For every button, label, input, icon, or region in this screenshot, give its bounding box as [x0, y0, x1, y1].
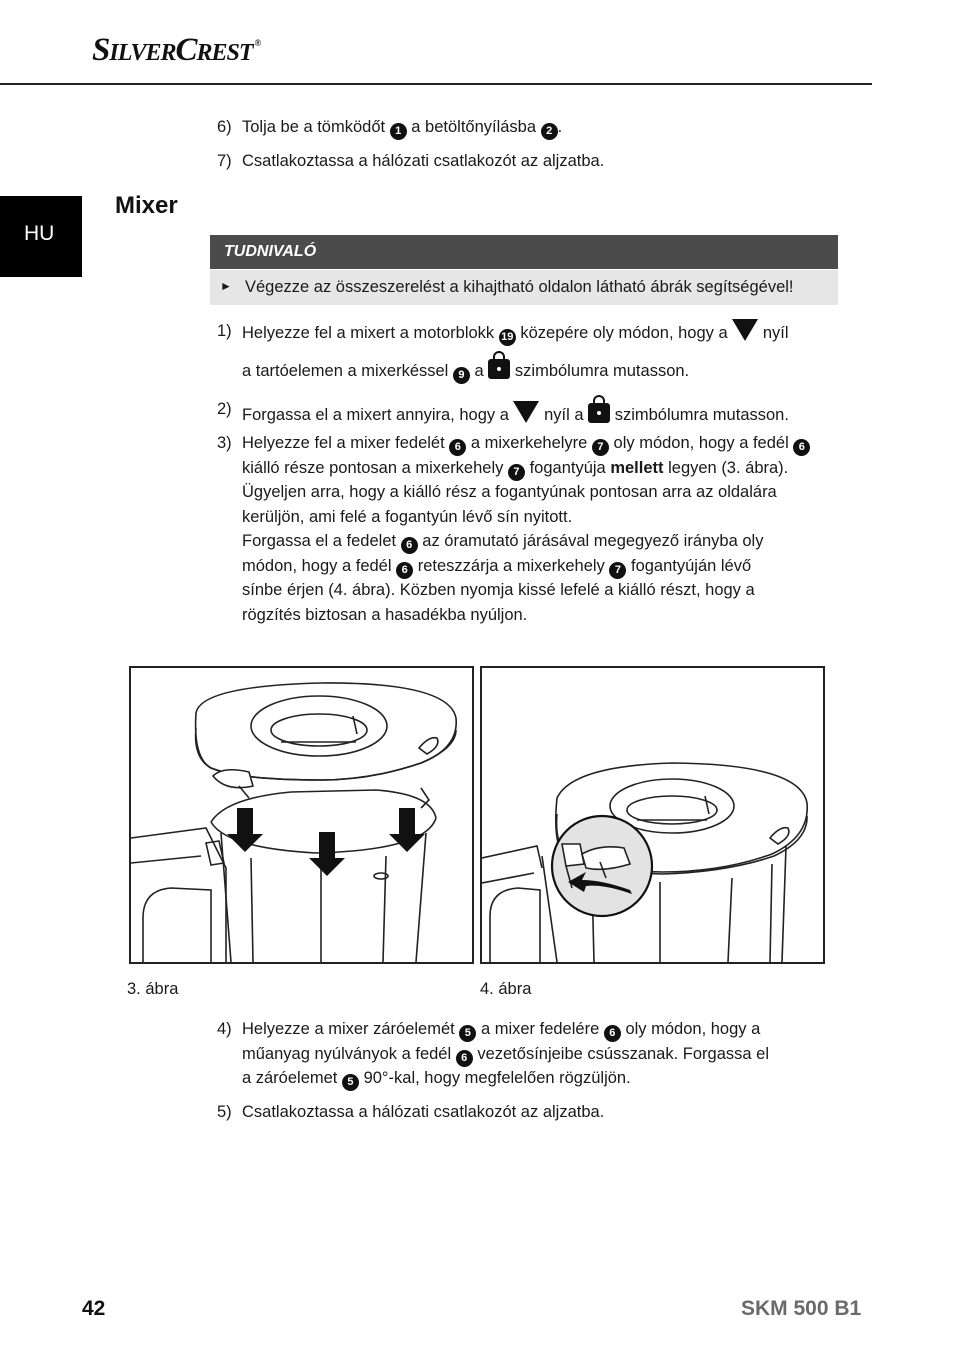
part-badge: 6: [793, 439, 810, 456]
part-badge: 6: [456, 1050, 473, 1067]
part-badge: 6: [449, 439, 466, 456]
figure-4-caption: 4. ábra: [480, 980, 532, 998]
part-badge: 1: [390, 123, 407, 140]
part-badge: 7: [609, 562, 626, 579]
part-badge: 5: [459, 1025, 476, 1042]
part-badge: 7: [592, 439, 609, 456]
step-3: 3) Helyezze fel a mixer fedelét 6 a mixerkehelyre 7 oly módon, hogy a fedél 6 kiálló része pontosan a mixerkehely 7 fogantyúja mellett legyen (3. ábra). Ügyeljen arra, hogy a kiálló rész a fogantyúnak pontosan arra az oldalára kerüljön, ami felé a fogantyún lévő sín nyitott. Forgassa el a fedelet 6 az óramutató járásával megegyező irányba oly módon, hogy a fedél 6 reteszzárja a mixerkehely 7 fogantyúján lévő sínbe érjen (4. ábra). Közben nyomja kissé lefelé a kiálló részt, hogy a rögzítés biztosan a hasadékba nyúljon.: [217, 431, 847, 631]
note-body: ► Végezze az összeszerelést a kihajtható oldalon látható ábrák segítségével!: [210, 270, 838, 305]
part-badge: 5: [342, 1074, 359, 1091]
header-rule: [0, 83, 872, 85]
step-2: 2) Forgassa el a mixert annyira, hogy a nyíl a szimbólumra mutasson.: [217, 400, 789, 424]
step-5: 5) Csatlakoztassa a hálózati csatlakozót az aljzatba.: [217, 1103, 605, 1121]
model-name: SKM 500 B1: [741, 1297, 862, 1320]
step-4: 4) Helyezze a mixer záróelemét 5 a mixer fedelére 6 oly módon, hogy a műanyag nyúlványok a fedél 6 vezetősínjeibe csússzanak. Forgassa el a záróelemet 5 90°-kal, hogy megfelelően rögzüljön.: [217, 1017, 847, 1093]
bullet-arrow-icon: ►: [220, 279, 232, 293]
arrow-down-triangle-icon: [732, 319, 758, 341]
figure-4: [480, 666, 825, 964]
part-badge: 6: [401, 537, 418, 554]
registered-mark: ®: [254, 38, 261, 48]
part-badge: 6: [396, 562, 413, 579]
part-badge: 19: [499, 329, 516, 346]
section-title: Mixer: [115, 192, 178, 219]
part-badge: 2: [541, 123, 558, 140]
lock-symbol-icon: [588, 403, 610, 423]
note-heading: TUDNIVALÓ: [210, 235, 838, 269]
step-1: 1) Helyezze fel a mixert a motorblokk 19 közepére oly módon, hogy a nyíl a tartóelemen a mixerkéssel 9 a szimbólumra mutasson.: [217, 319, 847, 377]
figure-3: [129, 666, 474, 964]
part-badge: 6: [604, 1025, 621, 1042]
part-badge: 7: [508, 464, 525, 481]
figure-3-caption: 3. ábra: [127, 980, 179, 998]
intro-item-6: 6) Tolja be a tömködőt 1 a betöltőnyílásba 2 .: [217, 115, 857, 140]
language-tab: HU: [0, 196, 82, 277]
lock-symbol-icon: [488, 359, 510, 379]
part-badge: 9: [453, 367, 470, 384]
intro-item-7: 7) Csatlakoztassa a hálózati csatlakozót az aljzatba.: [217, 152, 605, 170]
brand-logo: SILVERCREST ®: [92, 32, 261, 68]
arrow-down-triangle-icon: [513, 401, 539, 423]
page-number: 42: [82, 1297, 106, 1320]
